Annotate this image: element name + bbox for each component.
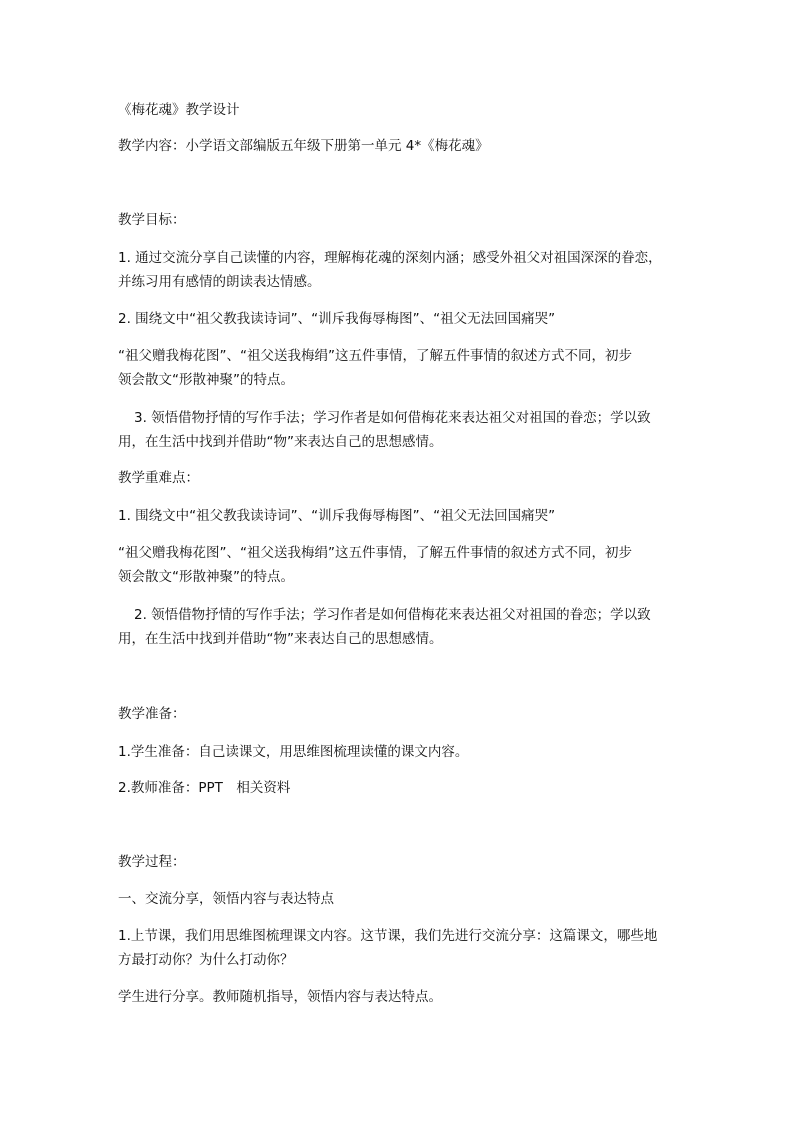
- key-heading: 教学重难点：: [118, 470, 199, 486]
- key-1-cont-line-1: “祖父赠我梅花图”、“祖父送我梅绢”这五件事情，了解五件事情的叙述方式不同，初步: [118, 545, 632, 561]
- goals-heading: 教学目标：: [118, 212, 186, 228]
- goal-1-line-1: 1. 通过交流分享自己读懂的内容，理解梅花魂的深刻内涵；感受外祖父对祖国深深的眷恋，: [118, 250, 662, 266]
- goal-3-line-2: 用，在生活中找到并借助“物”来表达自己的思想感情。: [118, 434, 443, 450]
- content-line: 教学内容：小学语文部编版五年级下册第一单元 4*《梅花魂》: [118, 138, 489, 154]
- step-1-item-1-line-1: 1.上节课，我们用思维图梳理课文内容。这节课，我们先进行交流分享：这篇课文，哪些地: [118, 928, 658, 944]
- process-heading: 教学过程：: [118, 854, 186, 870]
- goal-2: 2. 围绕文中“祖父教我读诗词”、“训斥我侮辱梅图”、“祖父无法回国痛哭”: [118, 311, 556, 327]
- key-1-cont-line-2: 领会散文“形散神聚”的特点。: [118, 569, 294, 585]
- goal-2-cont-line-2: 领会散文“形散神聚”的特点。: [118, 372, 294, 388]
- goal-1-line-2: 并练习用有感情的朗读表达情感。: [118, 274, 321, 290]
- step-1-heading: 一、交流分享，领悟内容与表达特点: [118, 891, 334, 907]
- step-1-item-1-line-2: 方最打动你？为什么打动你？: [118, 952, 294, 968]
- goal-2-cont-line-1: “祖父赠我梅花图”、“祖父送我梅绢”这五件事情，了解五件事情的叙述方式不同，初步: [118, 348, 632, 364]
- step-1-note: 学生进行分享。教师随机指导，领悟内容与表达特点。: [118, 989, 442, 1005]
- goal-3-line-1: 3. 领悟借物抒情的写作手法；学习作者是如何借梅花来表达祖父对祖国的眷恋；学以致: [134, 410, 651, 426]
- prep-teacher: 2.教师准备：PPT 相关资料: [118, 780, 291, 796]
- key-1: 1. 围绕文中“祖父教我读诗词”、“训斥我侮辱梅图”、“祖父无法回国痛哭”: [118, 508, 556, 524]
- document-title: 《梅花魂》教学设计: [118, 102, 240, 118]
- prep-student: 1.学生准备：自己读课文，用思维图梳理读懂的课文内容。: [118, 744, 469, 760]
- prep-heading: 教学准备：: [118, 706, 186, 722]
- key-2-line-1: 2. 领悟借物抒情的写作手法；学习作者是如何借梅花来表达祖父对祖国的眷恋；学以致: [134, 607, 651, 623]
- key-2-line-2: 用，在生活中找到并借助“物”来表达自己的思想感情。: [118, 631, 443, 647]
